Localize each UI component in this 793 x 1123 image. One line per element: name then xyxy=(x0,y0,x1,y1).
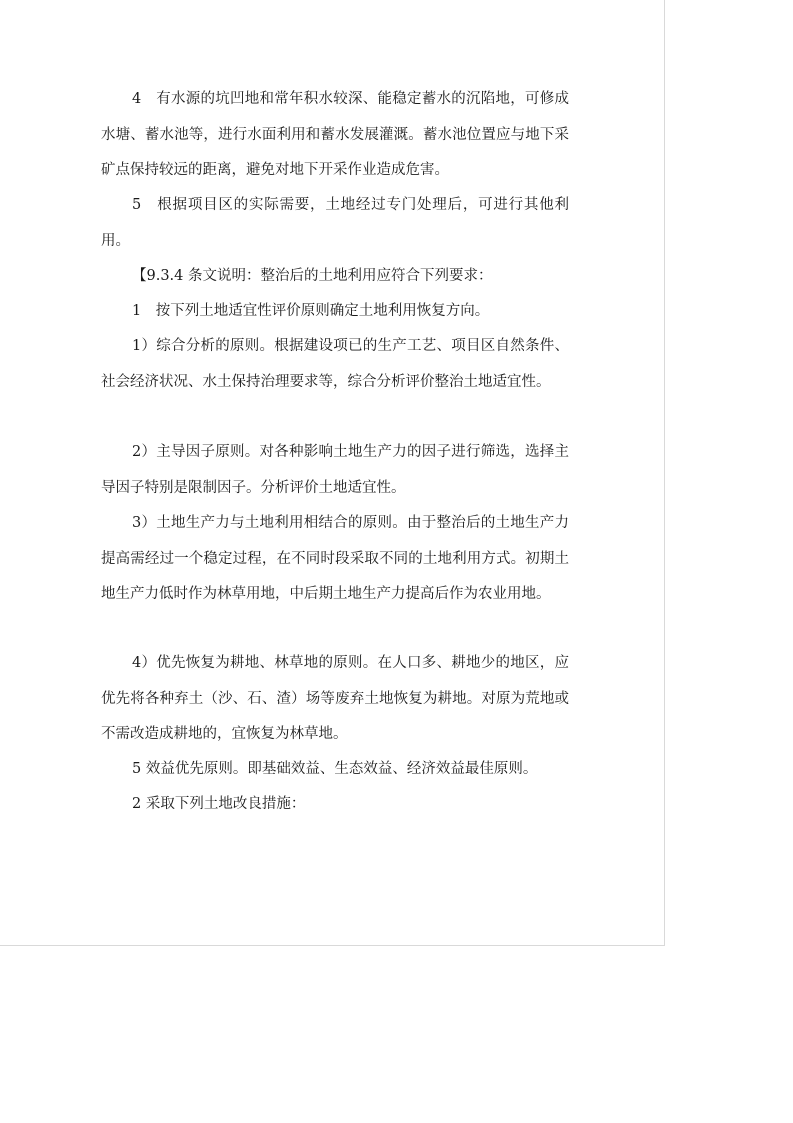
paragraph-item-2: 2 采取下列土地改良措施： xyxy=(132,796,306,812)
paragraph-principle-4: 4）优先恢复为耕地、林草地的原则。在人口多、耕地少的地区，应优先将各种弃土（沙、石、渣）场等废弃土地恢复为耕地。对原为荒地或不需改造成耕地的，宜恢复为林草地。 xyxy=(101,655,569,742)
paragraph-clause-9-3-4: 【9.3.4 条文说明：整治后的土地利用应符合下列要求： xyxy=(132,268,493,284)
paragraph-principle-3: 3）土地生产力与土地利用相结合的原则。由于整治后的土地生产力提高需经过一个稳定过程，在不同时段采取不同的土地利用方式。初期土地生产力低时作为林草用地，中后期土地生产力提高后作为农业用地。 xyxy=(101,515,569,602)
paragraph-item-4: 4 有水源的坑凹地和常年积水较深、能稳定蓄水的沉陷地，可修成水塘、蓄水池等，进行水面利用和蓄水发展灌溉。蓄水池位置应与地下采矿点保持较远的距离，避免对地下开采作业造成危害。 xyxy=(101,91,569,178)
paragraph-principle-2: 2）主导因子原则。对各种影响土地生产力的因子进行筛选，选择主导因子特别是限制因子。分析评价土地适宜性。 xyxy=(101,444,569,496)
paragraph-item-5: 5 根据项目区的实际需要，土地经过专门处理后，可进行其他利用。 xyxy=(101,197,569,249)
paragraph-principle-5: 5 效益优先原则。即基础效益、生态效益、经济效益最佳原则。 xyxy=(132,761,538,777)
paragraph-item-1: 1 按下列土地适宜性评价原则确定土地利用恢复方向。 xyxy=(132,303,490,319)
paragraph-principle-1: 1）综合分析的原则。根据建设项已的生产工艺、项目区自然条件、社会经济状况、水土保持治理要求等，综合分析评价整治土地适宜性。 xyxy=(101,338,569,390)
